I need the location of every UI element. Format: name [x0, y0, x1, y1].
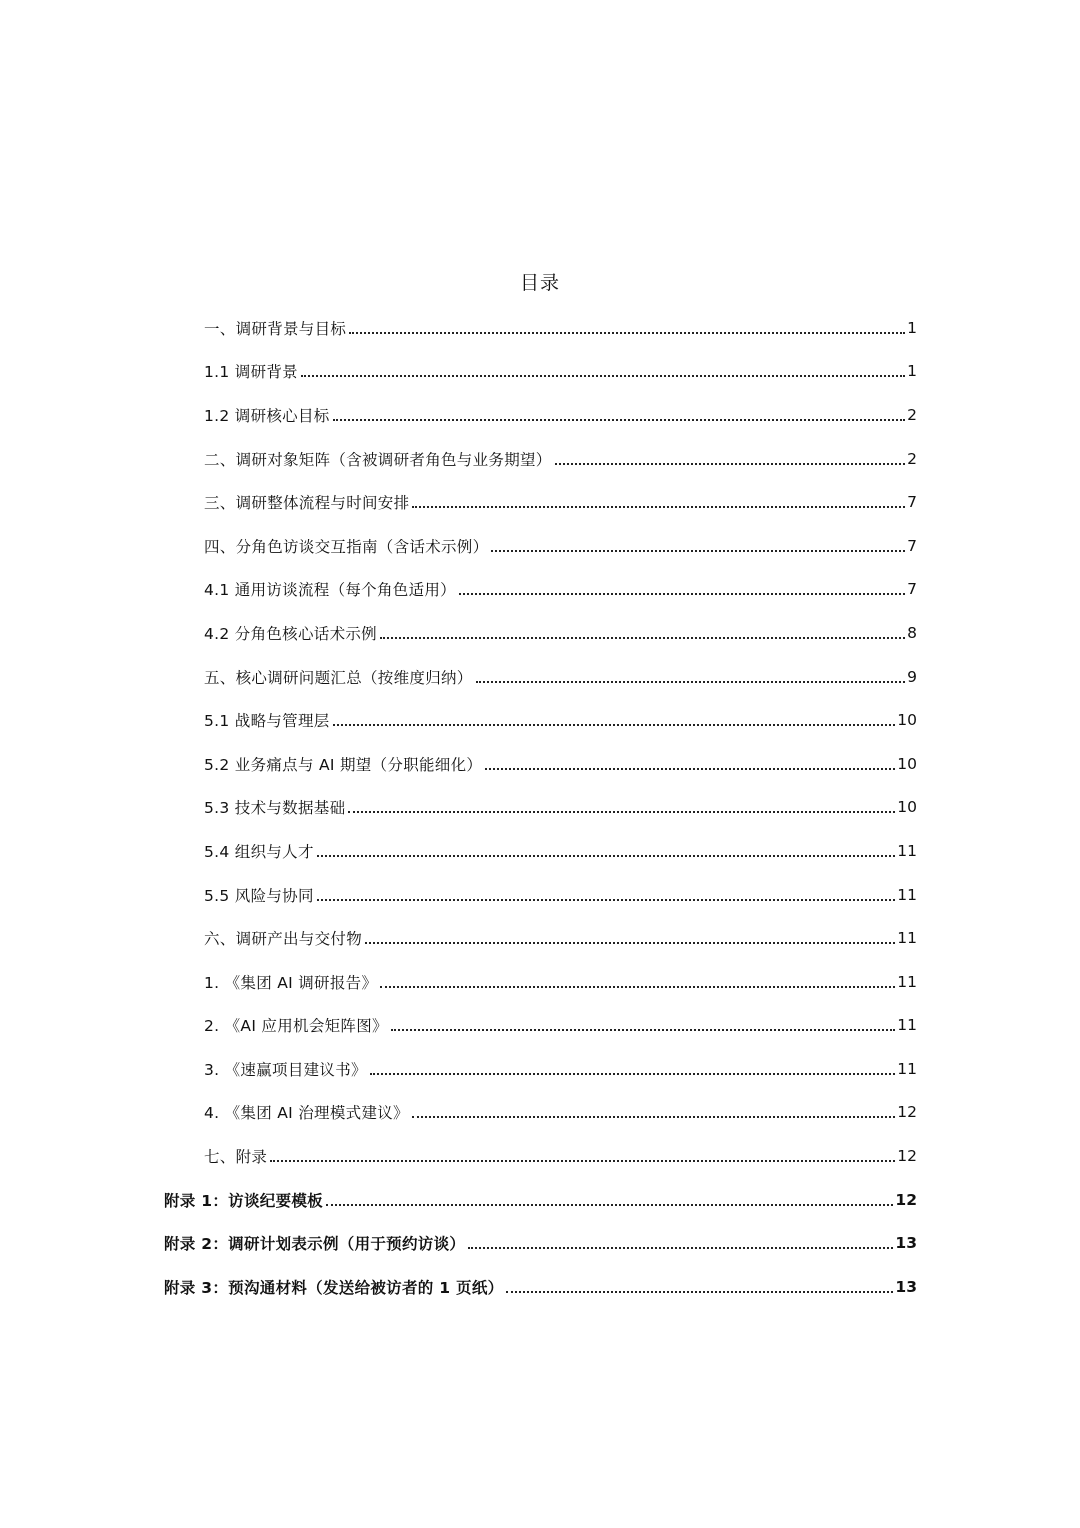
toc-dot-leader: [317, 899, 895, 901]
toc-dot-leader: [349, 332, 905, 334]
toc-dot-leader: [412, 506, 905, 508]
toc-entry-label: 4.1 通用访谈流程（每个角色适用）: [204, 581, 456, 600]
toc-entry-label: 5.1 战略与管理层: [204, 712, 330, 731]
toc-entry-label: 1. 《集团 AI 调研报告》: [204, 973, 378, 992]
toc-entry-label: 一、调研背景与目标: [204, 319, 347, 338]
toc-dot-leader: [412, 1116, 895, 1118]
toc-entry-page: 1: [907, 362, 917, 381]
toc-dot-leader: [370, 1073, 895, 1075]
toc-entry[interactable]: [0, 568, 1080, 612]
toc-entry-page: 11: [897, 972, 917, 991]
toc-entry-label: 附录 2：调研计划表示例（用于预约访谈）: [164, 1235, 466, 1254]
toc-entry[interactable]: [0, 1091, 1080, 1135]
toc-entry-page: 11: [897, 885, 917, 904]
toc-appendix-entry[interactable]: [0, 1221, 1080, 1265]
toc-entry[interactable]: [0, 1004, 1080, 1048]
toc-entry-page: 2: [907, 405, 917, 424]
toc-entry[interactable]: [0, 480, 1080, 524]
toc-appendix-entry[interactable]: [0, 1265, 1080, 1309]
toc-entry[interactable]: [0, 393, 1080, 437]
toc-entry-label: 五、核心调研问题汇总（按维度归纳）: [204, 668, 473, 687]
toc-entry-page: 11: [897, 1059, 917, 1078]
toc-entry[interactable]: [0, 655, 1080, 699]
toc-dot-leader: [317, 855, 895, 857]
toc-entry[interactable]: [0, 437, 1080, 481]
toc-entry-page: 1: [907, 318, 917, 337]
toc-entry-page: 12: [895, 1190, 917, 1209]
toc-entry-page: 9: [907, 667, 917, 686]
toc-entry-label: 七、附录: [204, 1148, 268, 1167]
toc-entry-page: 7: [907, 580, 917, 599]
toc-entry-page: 7: [907, 493, 917, 512]
toc-entry[interactable]: [0, 611, 1080, 655]
toc-dot-leader: [380, 986, 895, 988]
toc-list: [0, 306, 1080, 1309]
toc-entry[interactable]: [0, 1047, 1080, 1091]
toc-dot-leader: [301, 375, 905, 377]
toc-entry-label: 三、调研整体流程与时间安排: [204, 494, 410, 513]
toc-appendix-entry[interactable]: [0, 1178, 1080, 1222]
toc-entry[interactable]: [0, 786, 1080, 830]
toc-entry-page: 10: [897, 798, 917, 817]
toc-entry-page: 11: [897, 929, 917, 948]
toc-entry-label: 四、分角色访谈交互指南（含话术示例）: [204, 537, 489, 556]
toc-entry-label: 六、调研产出与交付物: [204, 930, 363, 949]
toc-entry-label: 5.4 组织与人才: [204, 842, 314, 861]
toc-dot-leader: [391, 1029, 895, 1031]
toc-dot-leader: [476, 681, 906, 683]
toc-dot-leader: [270, 1160, 895, 1162]
toc-entry-page: 11: [897, 841, 917, 860]
toc-dot-leader: [365, 942, 895, 944]
toc-entry[interactable]: [0, 306, 1080, 350]
toc-dot-leader: [333, 724, 896, 726]
toc-dot-leader: [348, 811, 895, 813]
toc-entry-label: 5.5 风险与协同: [204, 886, 314, 905]
toc-entry-page: 8: [907, 623, 917, 642]
toc-entry[interactable]: [0, 350, 1080, 394]
toc-entry[interactable]: [0, 829, 1080, 873]
toc-entry[interactable]: [0, 698, 1080, 742]
toc-dot-leader: [491, 550, 905, 552]
toc-entry-page: 13: [895, 1234, 917, 1253]
toc-entry[interactable]: [0, 524, 1080, 568]
toc-entry[interactable]: [0, 873, 1080, 917]
toc-entry-page: 2: [907, 449, 917, 468]
toc-entry-page: 12: [897, 1147, 917, 1166]
toc-entry[interactable]: [0, 960, 1080, 1004]
toc-title: 目录: [519, 272, 560, 294]
toc-dot-leader: [333, 419, 906, 421]
toc-entry-page: 12: [897, 1103, 917, 1122]
toc-entry-page: 10: [897, 711, 917, 730]
toc-entry-label: 5.3 技术与数据基础: [204, 799, 346, 818]
toc-dot-leader: [506, 1291, 893, 1293]
toc-entry-label: 附录 3：预沟通材料（发送给被访者的 1 页纸）: [164, 1278, 504, 1297]
toc-entry-label: 2. 《AI 应用机会矩阵图》: [204, 1017, 388, 1036]
toc-entry-label: 3. 《速赢项目建议书》: [204, 1060, 367, 1079]
toc-entry-label: 1.1 调研背景: [204, 363, 298, 382]
toc-dot-leader: [555, 463, 906, 465]
toc-dot-leader: [459, 593, 905, 595]
toc-entry[interactable]: [0, 916, 1080, 960]
toc-dot-leader: [326, 1204, 893, 1206]
toc-entry-label: 附录 1：访谈纪要模板: [164, 1191, 323, 1210]
toc-entry-page: 10: [897, 754, 917, 773]
toc-entry-label: 5.2 业务痛点与 AI 期望（分职能细化）: [204, 755, 483, 774]
toc-entry-label: 4.2 分角色核心话术示例: [204, 624, 377, 643]
toc-dot-leader: [380, 637, 905, 639]
toc-entry-label: 4. 《集团 AI 治理模式建议》: [204, 1104, 409, 1123]
toc-entry-page: 13: [895, 1277, 917, 1296]
toc-entry-page: 7: [907, 536, 917, 555]
toc-entry-page: 11: [897, 1016, 917, 1035]
toc-entry-label: 1.2 调研核心目标: [204, 406, 330, 425]
toc-dot-leader: [468, 1247, 893, 1249]
toc-entry[interactable]: [0, 1134, 1080, 1178]
toc-entry-label: 二、调研对象矩阵（含被调研者角色与业务期望）: [204, 450, 552, 469]
toc-entry[interactable]: [0, 742, 1080, 786]
toc-dot-leader: [485, 768, 895, 770]
